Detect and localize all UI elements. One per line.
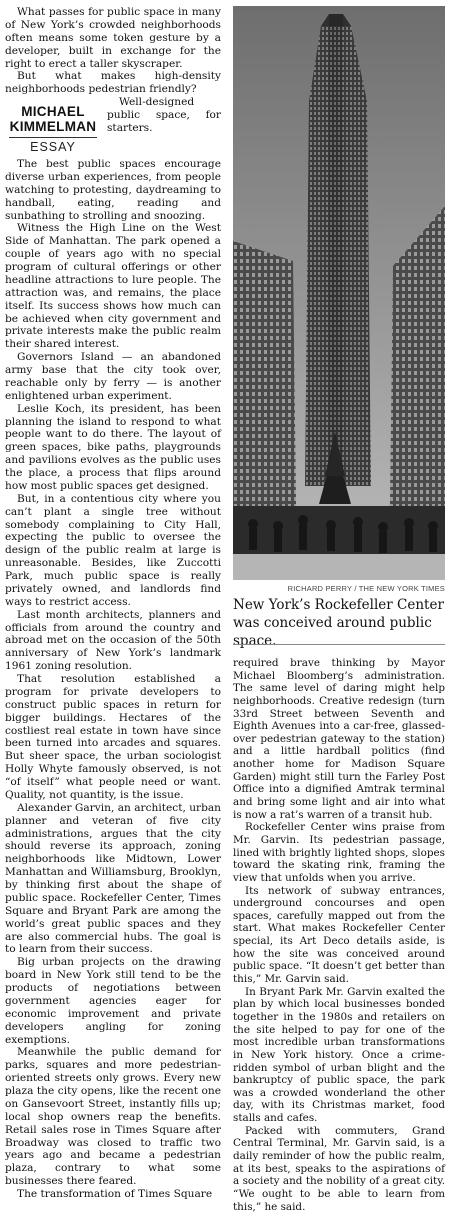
paragraph: But what makes high-density neighborhoods pedestrian friendly? (5, 70, 221, 96)
paragraph: Its network of subway entrances, underground concourses and open spaces, carefully mapped out from the start. What makes Rockefeller Center special, its Art Deco details aside, is how the site was conceived around public space. “It doesn’t get better than this,” Mr. Garvin said. (233, 884, 445, 986)
paragraph: The transformation of Times Square (17, 1188, 213, 1200)
photo-illustration (233, 6, 445, 580)
paragraph: Witness the High Line on the West Side of Manhattan. The park opened a couple of years ago with no special program of cultural offerings or other headline attractions to lure people. The attraction was, and remains, the place itself. Its success shows how much can be achieved when city government and private interests make the public realm their shared interest. (5, 222, 221, 351)
article-column-right (233, 657, 445, 1213)
paragraph: required brave thinking by Mayor Michael Bloomberg’s administration. The same level of daring might help neighborhoods. Creative redesign (turn 33rd Street between Seventh and Eighth Avenues into a car-free, glassed-over pedestrian gateway to the station) and a little hardball politics (find another home for Madison Square Garden) might still turn the Farley Post Office into a dignified Amtrak terminal and bring some light and air into what is now a rat’s warren of a transit hub. (233, 657, 445, 821)
paragraph: Packed with commuters, Grand Central Terminal, Mr. Garvin said, is a daily reminder of how the public realm, at its best, speaks to the aspirations of a society and the nobility of a great city. “We ought to be able to learn from this,” he said. (233, 1124, 445, 1213)
paragraph: Big urban projects on the drawing board in New York still tend to be the products of negotiations between government agencies eager for economic improvement and private developers angling for zoning exemptions. (5, 956, 221, 1046)
paragraph: Governors Island — an abandoned army base that the city took over, reachable only by ferry — is another enlightened urban experiment. (5, 351, 221, 402)
paragraph: Rockefeller Center wins praise from Mr. Garvin. Its pedestrian passage, lined with brightly lighted shops, slopes toward the skating rink, framing the view that unfolds when you arrive. (233, 821, 445, 884)
paragraph: Well-designed public space, for starters. (107, 96, 221, 134)
article-column-left (5, 6, 221, 1201)
section-label: ESSAY (30, 140, 76, 155)
caption-divider (233, 644, 445, 645)
author-name-first: MICHAEL (21, 104, 85, 120)
paragraph: Alexander Garvin, an architect, urban planner and veteran of five city administrations, argues that the city should reverse its approach, zoning neighborhoods like Midtown, Lower Manhattan and Williamsburg, Brooklyn, by thinking first about the shape of public space. Rockefeller Center, Times Square and Bryant Park are among the world’s great public spaces and they are also commercial hubs. The goal is to learn from their success. (5, 801, 221, 956)
paragraph: In Bryant Park Mr. Garvin exalted the plan by which local businesses bonded together in the 1980s and retailers on the site helped to pay for one of the most incredible urban transformations in New York history. Once a crime-ridden symbol of urban blight and the bankruptcy of public space, the park was a crowded wonderland the other day, with its Christmas market, food stalls and cafes. (233, 985, 445, 1125)
paragraph: That resolution established a program for private developers to construct public spaces in return for bigger buildings. Hectares of the costliest real estate in town have since been turned into arcades and squares. But sheer space, the urban sociologist Holly Whyte famously observed, is not “of itself” what people need or want. Quality, not quantity, is the issue. (5, 673, 221, 801)
paragraph: The best public spaces encourage diverse urban experiences, from people watching to protesting, daydreaming to handball, eating, reading and sunbathing to strolling and snoozing. (5, 158, 221, 222)
author-name-last: KIMMELMAN (9, 119, 97, 135)
paragraph: But, in a contentious city where you can’t plant a single tree without somebody complaining to City Hall, expecting the public to oversee the design of the public realm at large is unreasonable. Besides, like Zuccotti Park, much public space is really privately owned, and landlords find ways to restrict access. (5, 492, 221, 608)
paragraph: Leslie Koch, its president, has been planning the island to respond to what people want to do there. The layout of green spaces, bike paths, playgrounds and pavilions evolves as the public uses the place, a process that flips around how most public spaces get designed. (5, 402, 221, 492)
photo-caption: New York’s Rockefeller Center was conceived around public space. (233, 597, 444, 649)
byline (5, 104, 101, 154)
paragraph: What passes for public space in many of New York’s crowded neighborhoods often means some token gesture by a developer, built in exchange for the right to erect a taller skyscraper. (5, 6, 221, 70)
paragraph: Meanwhile the public demand for parks, squares and more pedestrian-oriented streets only grows. Every new plaza the city opens, like the recent one on Gansevoort Street, instantly fills up; local shop owners reap the benefits. Retail sales rose in Times Square after Broadway was closed to traffic two years ago and became a pedestrian plaza, contrary to what some businesses there feared. (5, 1046, 221, 1188)
photo-credit: RICHARD PERRY / THE NEW YORK TIMES (287, 584, 445, 593)
rockefeller-center-photo (233, 6, 445, 580)
paragraph: Last month architects, planners and officials from around the country and abroad met on the occasion of the 50th anniversary of New York’s landmark 1961 zoning resolution. (5, 608, 221, 673)
byline-rule (9, 137, 97, 138)
